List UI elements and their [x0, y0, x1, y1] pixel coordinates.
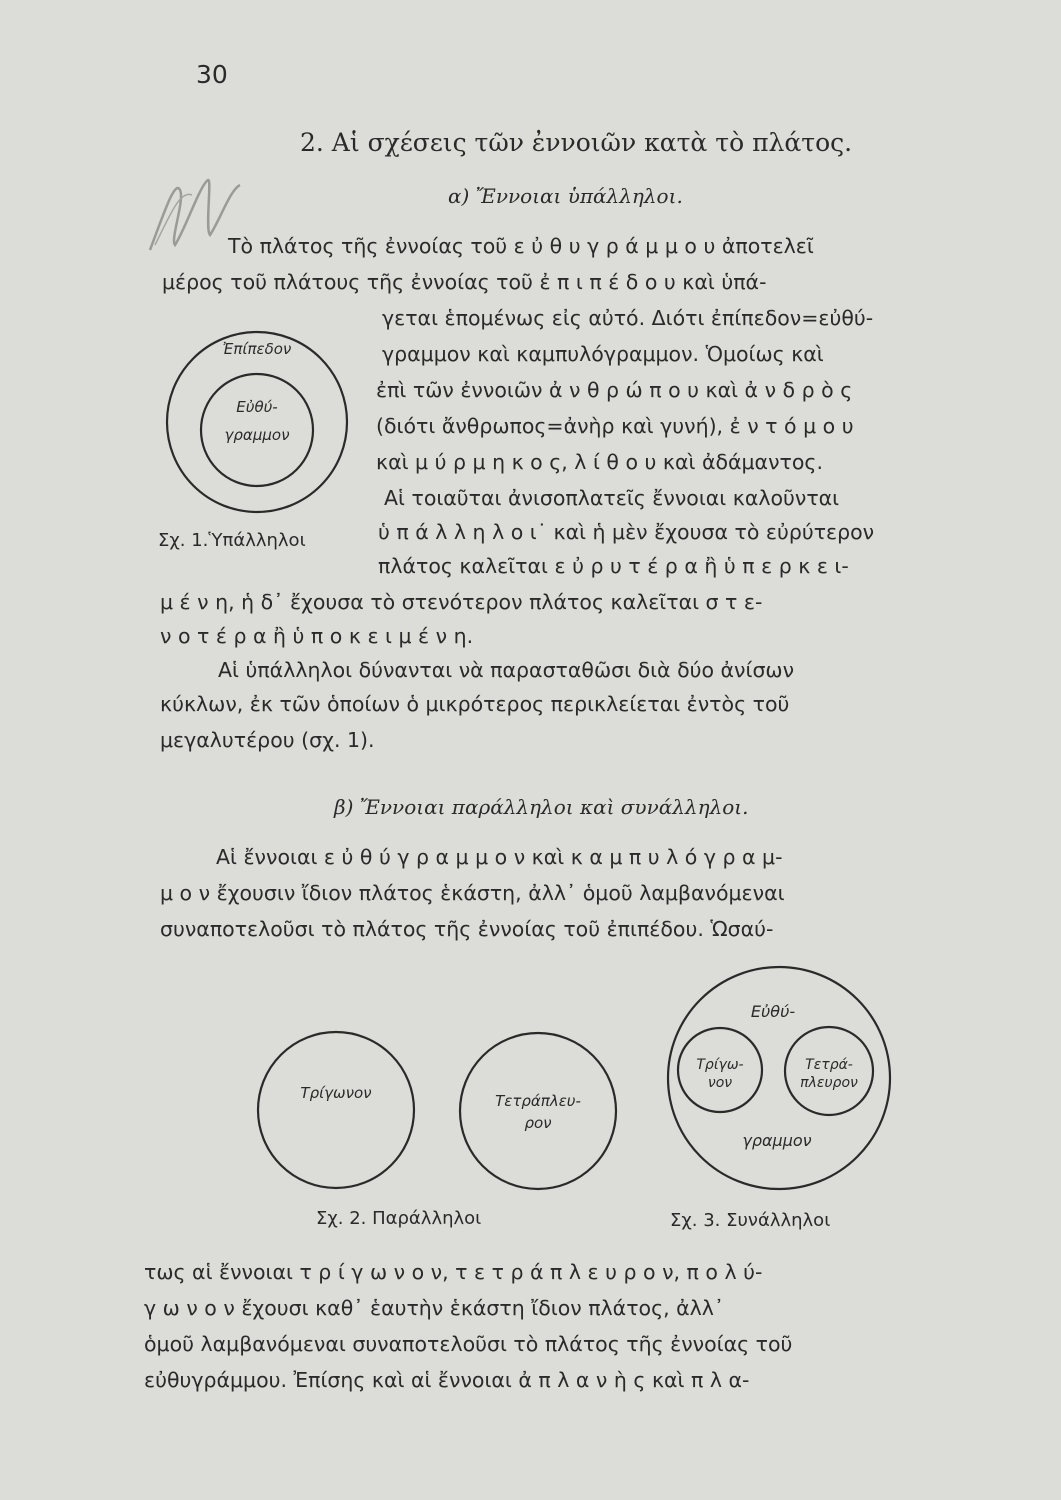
text-line: Αἱ ὑπάλληλοι δύνανται νὰ παρασταθῶσι διὰ δύο ἀνίσων [218, 658, 795, 682]
fig3-left-label-1: Τρίγω- [696, 1057, 744, 1073]
text-line: γεται ἑπομένως εἰς αὐτό. Διότι ἐπίπεδον=εὐθύ- [382, 306, 874, 330]
page-number: 30 [196, 60, 228, 89]
fig1-caption: Σχ. 1.Ὑπάλληλοι [158, 530, 306, 551]
text-line: πλάτος καλεῖται ε ὐ ρ υ τ έ ρ α ἢ ὑ π ε ρ κ ε ι- [378, 554, 849, 578]
text-line: εὐθυγράμμου. Ἐπίσης καὶ αἱ ἔννοιαι ἀ π λ α ν ὴ ς καὶ π λ α- [144, 1368, 750, 1392]
figure-3-diagram [665, 965, 905, 1205]
fig3-caption: Σχ. 3. Συνάλληλοι [670, 1210, 831, 1231]
text-line: ἐπὶ τῶν ἐννοιῶν ἀ ν θ ρ ώ π ο υ καὶ ἀ ν δ ρ ὸ ς [376, 378, 853, 402]
fig1-outer-label: Ἐπίπεδον [222, 340, 292, 358]
fig2-right-circle [460, 1033, 616, 1189]
fig3-outer-label-bottom: γραμμον [742, 1131, 812, 1150]
text-line: Αἱ ἔννοιαι ε ὐ θ ύ γ ρ α μ μ ο ν καὶ κ α μ π υ λ ό γ ρ α μ- [216, 845, 783, 869]
fig3-right-label-2: πλευρον [800, 1075, 858, 1091]
text-line: καὶ μ ύ ρ μ η κ ο ς, λ ί θ ο υ καὶ ἀδάμαντος. [376, 450, 823, 474]
section-b-heading: β) Ἔννοιαι παράλληλοι καὶ συνάλληλοι. [334, 795, 749, 819]
fig2-left-label: Τρίγωνον [300, 1084, 372, 1102]
text-line: γ ω ν ο ν ἔχουσι καθ᾽ ἑαυτὴν ἑκάστη ἴδιον πλάτος, ἀλλ᾽ [144, 1296, 725, 1320]
text-line: ὁμοῦ λαμβανόμεναι συναποτελοῦσι τὸ πλάτος τῆς ἐννοίας τοῦ [144, 1332, 793, 1356]
text-line: (διότι ἄνθρωπος=ἀνὴρ καὶ γυνή), ἐ ν τ ό μ ο υ [376, 414, 854, 438]
fig1-inner-label-1: Εὐθύ- [236, 398, 278, 416]
figure-1-diagram [160, 330, 360, 520]
section-title: 2. Αἱ σχέσεις τῶν ἐννοιῶν κατὰ τὸ πλάτος. [300, 128, 853, 157]
fig2-right-label-1: Τετράπλευ- [495, 1092, 581, 1110]
text-line: ὑ π ά λ λ η λ ο ι˙ καὶ ἡ μὲν ἔχουσα τὸ εὐρύτερον [378, 520, 875, 544]
section-a-heading: α) Ἔννοιαι ὑπάλληλοι. [448, 184, 683, 208]
fig3-outer-label-top: Εὐθύ- [750, 1002, 796, 1021]
fig2-caption: Σχ. 2. Παράλληλοι [316, 1208, 482, 1229]
text-line: μ έ ν η, ἡ δ᾽ ἔχουσα τὸ στενότερον πλάτος καλεῖται σ τ ε- [160, 590, 763, 614]
text-line: συναποτελοῦσι τὸ πλάτος τῆς ἐννοίας τοῦ ἐπιπέδου. Ὡσαύ- [160, 917, 774, 941]
text-line: τως αἱ ἔννοιαι τ ρ ί γ ω ν ο ν, τ ε τ ρ ά π λ ε υ ρ ο ν, π ο λ ύ- [144, 1260, 763, 1284]
text-line: Αἱ τοιαῦται ἀνισοπλατεῖς ἔννοιαι καλοῦνται [384, 486, 840, 510]
fig2-left-circle [258, 1032, 414, 1188]
text-line: ν ο τ έ ρ α ἢ ὑ π ο κ ε ι μ έ ν η. [160, 624, 474, 648]
fig1-inner-label-2: γραμμον [224, 426, 290, 444]
text-line: μ ο ν ἔχουσιν ἴδιον πλάτος ἑκάστη, ἀλλ᾽ ὁμοῦ λαμβανόμεναι [160, 881, 785, 905]
text-line: Τὸ πλάτος τῆς ἐννοίας τοῦ ε ὐ θ υ γ ρ ά μ μ ο υ ἀποτελεῖ [228, 234, 814, 258]
figure-2-diagram [255, 1030, 655, 1200]
fig3-left-label-2: νον [707, 1075, 733, 1091]
text-line: μεγαλυτέρου (σχ. 1). [160, 728, 375, 752]
text-line: γραμμον καὶ καμπυλόγραμμον. Ὁμοίως καὶ [382, 342, 824, 366]
text-line: κύκλων, ἐκ τῶν ὁποίων ὁ μικρότερος περικλείεται ἐντὸς τοῦ [160, 692, 790, 716]
fig2-right-label-2: ρον [524, 1114, 552, 1132]
text-line: μέρος τοῦ πλάτους τῆς ἐννοίας τοῦ ἐ π ι π έ δ ο υ καὶ ὑπά- [162, 270, 767, 294]
fig3-right-label-1: Τετρά- [805, 1057, 853, 1073]
